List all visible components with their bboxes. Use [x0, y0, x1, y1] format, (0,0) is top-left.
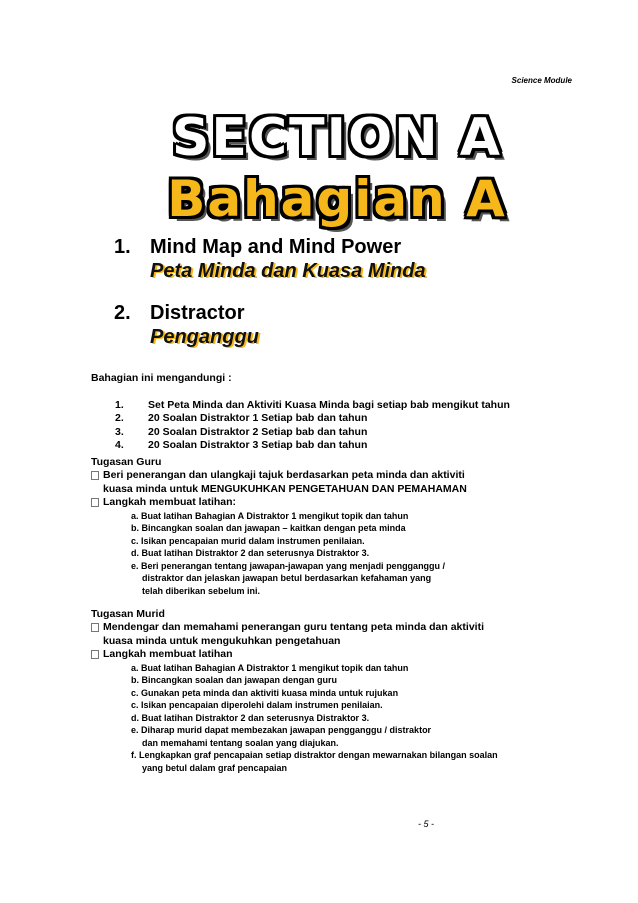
list-item	[91, 439, 591, 452]
bullet-text: Langkah membuat latihan	[103, 648, 233, 660]
list-item	[91, 426, 591, 439]
step-item: a. Buat latihan Bahagian A Distraktor 1 mengikut topik dan tahun	[131, 662, 409, 673]
contents-block	[91, 372, 591, 452]
contents-list	[91, 399, 591, 452]
step-continuation: distraktor dan jelaskan jawapan betul berdasarkan kefahaman yang	[142, 573, 432, 583]
step-item: d. Buat latihan Distraktor 2 dan seterusnya Distraktor 3.	[131, 712, 370, 723]
item-number: 3.	[115, 425, 124, 438]
item-text: 20 Soalan Distraktor 1 Setiap bab dan tahun	[148, 412, 368, 425]
topic-title-ms: Penganggu	[150, 326, 259, 348]
bullet-text: Mendengar dan memahami penerangan guru tentang peta minda dan aktiviti	[103, 621, 484, 633]
topic-title-en: Distractor	[150, 302, 245, 324]
step-item: b. Bincangkan soalan dan jawapan – kaitkan dengan peta minda	[131, 523, 406, 533]
student-tasks	[91, 607, 611, 774]
bullet-box-icon	[91, 650, 99, 659]
topic-number: 2.	[114, 302, 131, 324]
step-item: a. Buat latihan Bahagian A Distraktor 1 mengikut topik dan tahun	[131, 510, 409, 521]
item-text: 20 Soalan Distraktor 3 Setiap bab dan tahun	[148, 438, 368, 451]
step-continuation: telah diberikan sebelum ini.	[142, 585, 261, 596]
list-item	[91, 399, 591, 412]
step-item: e. Diharap murid dapat membezakan jawapan pengganggu / distraktor	[131, 725, 432, 735]
step-item: c. Isikan pencapaian murid dalam instrumen penilaian.	[131, 535, 365, 546]
step-continuation: dan memahami tentang soalan yang diajukan.	[142, 737, 339, 748]
teacher-tasks-title: Tugasan Guru	[91, 456, 162, 468]
step-item: f. Lengkapkan graf pencapaian setiap distraktor dengan mewarnakan bilangan soalan	[131, 750, 498, 760]
intro-text: Bahagian ini mengandungi :	[91, 372, 232, 384]
bullet-item	[91, 496, 611, 510]
item-text: Set Peta Minda dan Aktiviti Kuasa Minda bagi setiap bab mengikut tahun	[148, 399, 510, 411]
item-number: 1.	[115, 399, 124, 411]
topic-number: 1.	[114, 236, 131, 258]
bullet-item	[91, 469, 611, 496]
bullet-text: kuasa minda untuk MENGUKUHKAN PENGETAHUAN DAN PEMAHAMAN	[103, 482, 467, 495]
step-item: c. Gunakan peta minda dan aktiviti kuasa minda untuk rujukan	[131, 687, 399, 698]
item-number: 4.	[115, 438, 124, 451]
bullet-item	[91, 621, 611, 648]
bullet-box-icon	[91, 498, 99, 507]
step-item: e. Beri penerangan tentang jawapan-jawapan yang menjadi pengganggu /	[131, 560, 446, 571]
page-number: - 5 -	[418, 819, 435, 829]
student-tasks-title: Tugasan Murid	[91, 608, 165, 620]
bullet-box-icon	[91, 471, 99, 480]
section-subtitle: Bahagian A	[167, 170, 507, 228]
step-item: c. Isikan pencapaian diperolehi dalam instrumen penilaian.	[131, 700, 383, 710]
list-item	[91, 412, 591, 425]
bullet-box-icon	[91, 623, 99, 632]
section-title: SECTION A	[171, 108, 503, 168]
bullet-text: Langkah membuat latihan:	[103, 496, 237, 508]
module-label: Science Module	[511, 76, 572, 85]
step-item: b. Bincangkan soalan dan jawapan dengan guru	[131, 675, 338, 685]
teacher-tasks	[91, 455, 611, 597]
bullet-text: Beri penerangan dan ulangkaji tajuk berdasarkan peta minda dan aktiviti	[103, 469, 465, 481]
step-item: d. Buat latihan Distraktor 2 dan seterusnya Distraktor 3.	[131, 548, 370, 558]
bullet-text: kuasa minda untuk mengukuhkan pengetahuan	[103, 634, 341, 647]
topic-title-ms: Peta Minda dan Kuasa Minda	[150, 260, 426, 282]
item-number: 2.	[115, 412, 124, 425]
item-text: 20 Soalan Distraktor 2 Setiap bab dan tahun	[148, 425, 368, 438]
step-continuation: yang betul dalam graf pencapaian	[142, 762, 288, 773]
bullet-item	[91, 648, 611, 662]
topic-title-en: Mind Map and Mind Power	[150, 236, 402, 258]
